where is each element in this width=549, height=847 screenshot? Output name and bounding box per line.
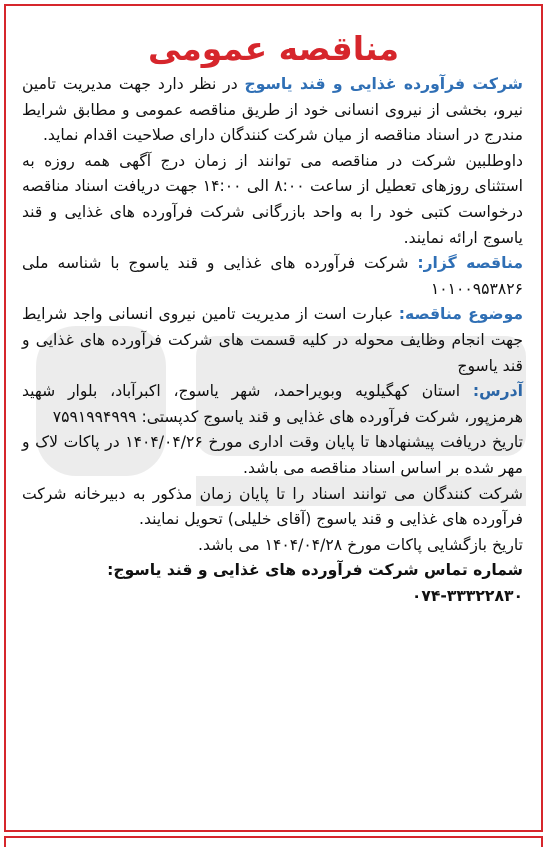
deadline-paragraph: تاریخ دریافت پیشنهادها تا پایان وقت اداری مورخ ۱۴۰۴/۰۴/۲۶ در پاکات لاک و مهر شده بر اساس اسناد مناقصه می باشد.: [22, 433, 523, 477]
intro-text: در نظر دارد جهت مدیریت تامین نیرو، بخشی از نیروی انسانی خود از طریق مناقصه عمومی و مطابق شرایط مندرج در اسناد مناقصه از میان شرکت کنندگان دارای صلاحیت اقدام نماید.: [22, 75, 523, 145]
subject-label: موضوع مناقصه:: [398, 305, 523, 324]
notice-frame: [4, 4, 543, 832]
notice-body: [6, 72, 541, 609]
opening-date-paragraph: تاریخ بازگشایی پاکات مورخ ۱۴۰۴/۰۴/۲۸ می باشد.: [198, 535, 523, 554]
contact-phone: [22, 584, 523, 610]
address-label: آدرس:: [472, 382, 523, 401]
notice-title: مناقصه عمومی: [147, 29, 400, 68]
tender-holder-label: مناقصه گزار:: [417, 254, 523, 273]
address-text: استان کهگیلویه وبویراحمد، شهر یاسوج، اکبرآباد، بلوار شهید هرمزپور، شرکت فرآورده های غذایی و قند یاسوج کدپستی: ۷۵۹۱۹۹۴۹۹۹: [22, 382, 523, 426]
tender-holder-paragraph: [22, 251, 523, 302]
intro-paragraph: [22, 72, 523, 149]
next-notice-border: [4, 836, 543, 847]
subject-paragraph: [22, 302, 523, 379]
address-paragraph: [22, 379, 523, 430]
company-name: شرکت فرآورده غذایی و قند یاسوج: [244, 75, 523, 93]
contact-label: شماره تماس شرکت فرآورده های غذایی و قند یاسوج:: [107, 561, 523, 580]
delivery-paragraph: شرکت کنندگان می توانند اسناد را تا پایان زمان مذکور به دبیرخانه شرکت فرآورده های غذایی و قند یاسوج (آقای خلیلی) تحویل نمایند.: [22, 484, 523, 529]
applicants-paragraph: داوطلبین شرکت در مناقصه می توانند از زمان درج آگهی همه روزه به استثنای روزهای تعطیل از ساعت ۸:۰۰ الی ۱۴:۰۰ جهت دریافت اسناد مناقصه درخواست کتبی خود را به واحد بازرگانی شرکت فرآورده های غذایی و قند یاسوج ارائه نمایند.: [22, 151, 523, 247]
tender-holder-text: شرکت فرآورده های غذایی و قند یاسوج با شناسه ملی ۱۰۱۰۰۹۵۳۸۲۶: [22, 254, 523, 298]
contact-phone-number: ۰۷۴-۳۳۳۲۲۸۳۰: [411, 586, 523, 605]
subject-text: عبارت است از مدیریت تامین نیروی انسانی واجد شرایط جهت انجام وظایف محوله در کلیه قسمت های شرکت فرآورده های غذایی و قند یاسوج: [22, 305, 523, 375]
